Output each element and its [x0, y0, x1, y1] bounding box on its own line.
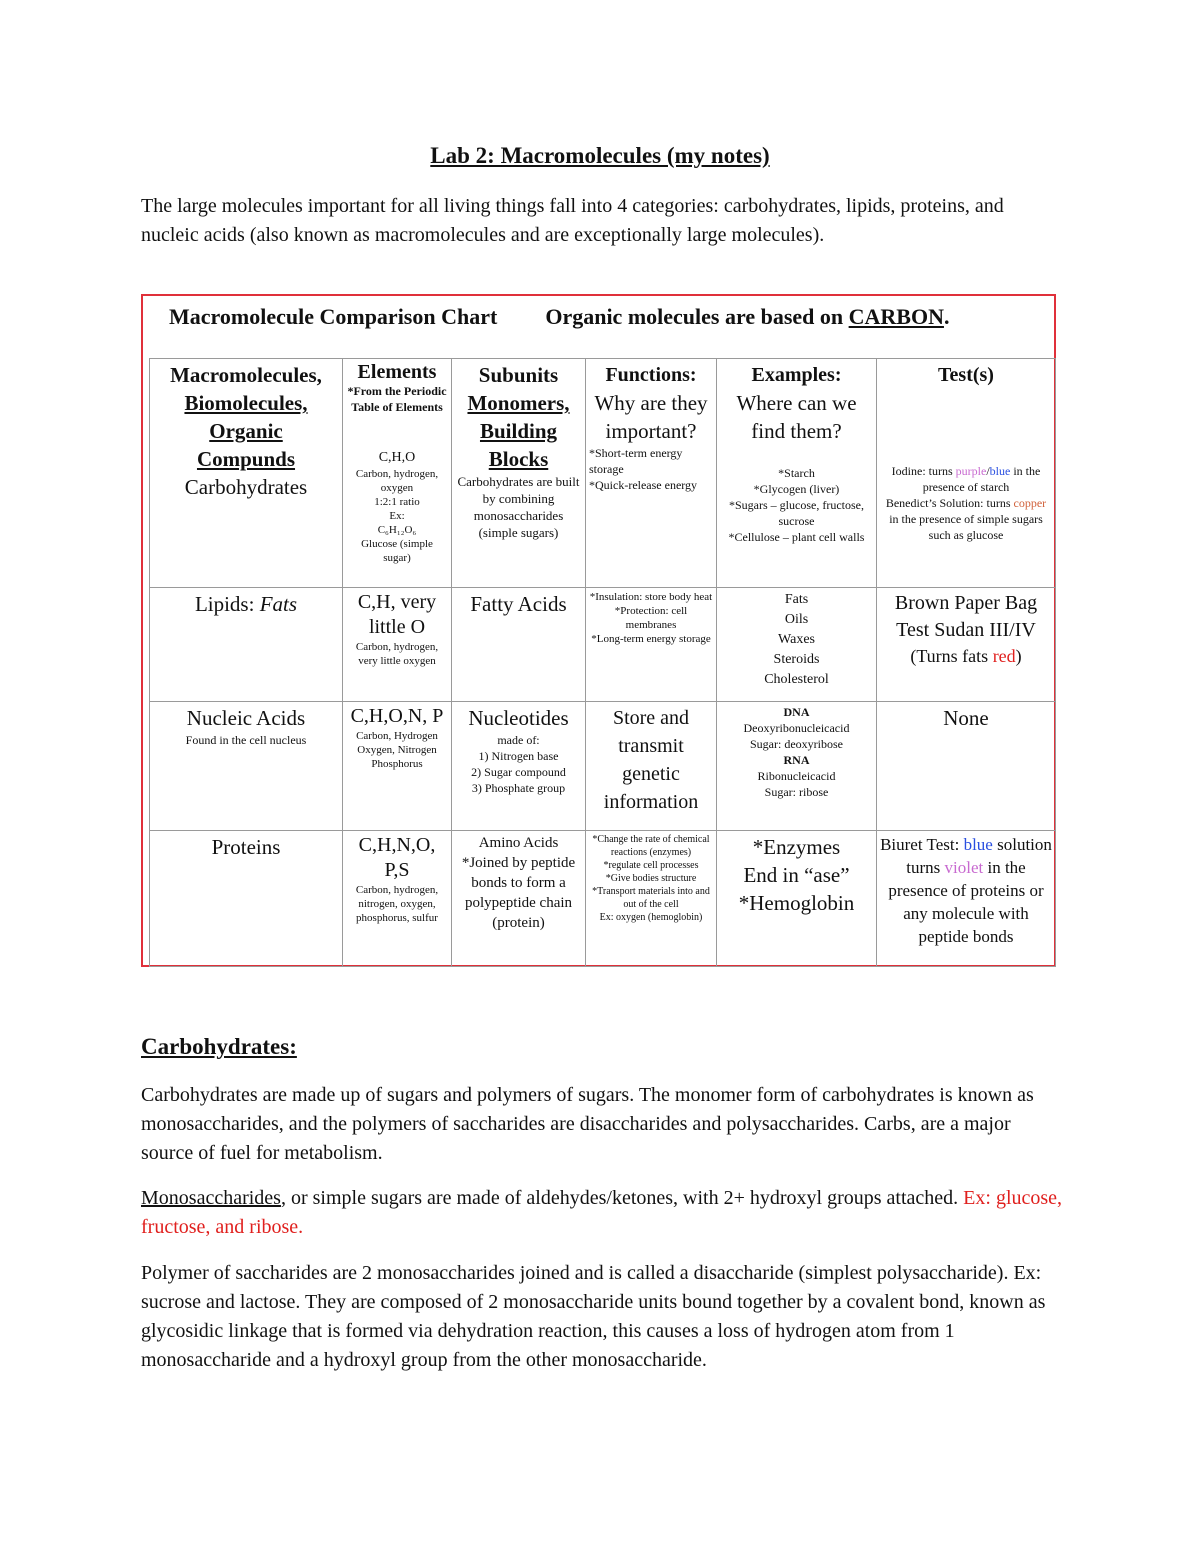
chart-subtitle-carbon: CARBON: [848, 304, 944, 329]
chart-subtitle-suffix: .: [943, 304, 950, 329]
cell-tests-proteins: [877, 831, 1056, 967]
nucleic-example-rna-full: Ribonucleicacid: [757, 769, 836, 783]
row-label-nucleic: Nucleic Acids: [186, 706, 306, 730]
nucleic-subunit-item: 3) Phosphate group: [471, 781, 566, 795]
term-monosaccharides: Monosaccharides: [141, 1187, 281, 1209]
document-title: Lab 2: Macromolecules (my notes): [430, 143, 770, 168]
comparison-chart: [141, 294, 1056, 967]
carb-test-iodine-suffix: in the presence of starch: [922, 464, 1041, 494]
nucleic-elements-main: C,H,O,N, P: [350, 705, 444, 727]
nucleic-example-dna: DNA: [783, 705, 810, 719]
intro-paragraph: The large molecules important for all living things fall into 4 categories: carbohydrates, lipids, proteins, and nucleic acids (also known as macromolecules and are exceptionally large molecules).: [141, 195, 1004, 246]
cell-functions-nucleic: [586, 702, 717, 831]
carb-elements-names: Carbon, hydrogen, oxygen: [355, 468, 439, 494]
carb-elements-main: C,H,O: [378, 450, 416, 465]
carb-test-benedict-suffix: in the presence of simple sugars such as glucose: [889, 512, 1043, 542]
carb-function-item: *Quick-release energy: [589, 478, 698, 492]
proteins-function-item: *Change the rate of chemical reactions (enzymes): [592, 834, 710, 858]
cell-tests-nucleic: [877, 702, 1056, 831]
carb-elements-formula: C₆H₁₂O₆: [377, 524, 417, 536]
cell-label-lipids: [150, 588, 343, 702]
lipids-function-item: *Insulation: store body heat: [589, 591, 713, 603]
header-examples: Examples:: [751, 364, 842, 386]
cell-functions-proteins: [586, 831, 717, 967]
carb-example-item: *Glycogen (liver): [753, 482, 840, 496]
header-tests: Test(s): [938, 364, 994, 386]
proteins-function-item: *Give bodies structure: [605, 873, 697, 884]
row-label-proteins: Proteins: [211, 835, 281, 859]
nucleic-subunit-item: 2) Sugar compound: [471, 765, 566, 779]
lipids-function-item: *Long-term energy storage: [591, 633, 711, 645]
nucleic-functions: Store and transmit genetic information: [603, 707, 699, 813]
nucleic-subunits-title: Nucleotides: [468, 706, 569, 730]
carb-elements-ex: Ex:: [389, 510, 405, 522]
lipids-example-item: Oils: [784, 612, 809, 627]
table-row-carbohydrates: [150, 359, 1056, 588]
header-compunds: Compunds: [196, 447, 296, 471]
row-label-carbohydrates: Carbohydrates: [184, 475, 308, 499]
carb-test-benedict: [880, 495, 1052, 543]
proteins-example-item: *Enzymes: [752, 835, 841, 859]
cell-elements-carbohydrates: [343, 359, 452, 588]
nucleic-example-rna: RNA: [783, 753, 810, 767]
lipids-label-prefix: Lipids:: [194, 592, 260, 616]
nucleic-example-dna-sugar: Sugar: deoxyribose: [750, 737, 843, 751]
cell-label-nucleic: [150, 702, 343, 831]
proteins-example-item: *Hemoglobin: [738, 891, 855, 915]
lipids-test-red: red: [992, 646, 1016, 666]
cell-examples-nucleic: [717, 702, 877, 831]
proteins-function-item: *regulate cell processes: [603, 860, 699, 871]
table-row-lipids: [150, 588, 1056, 702]
header-macromolecules: Macromolecules,: [170, 363, 322, 387]
cell-tests-carbohydrates: [877, 359, 1056, 588]
nucleic-subunit-item: 1) Nitrogen base: [478, 749, 559, 763]
carb-test-iodine: [880, 463, 1052, 495]
cell-functions-lipids: [586, 588, 717, 702]
chart-heading: [169, 304, 949, 330]
cell-elements-nucleic: [343, 702, 452, 831]
cell-subunits-proteins: [452, 831, 586, 967]
header-blocks: Blocks: [488, 447, 549, 471]
header-functions: Functions:: [605, 364, 697, 386]
lipids-example-item: Steroids: [773, 652, 820, 667]
cell-elements-proteins: [343, 831, 452, 967]
carb-test-copper: copper: [1013, 496, 1047, 510]
lipids-subunits: Fatty Acids: [470, 592, 567, 616]
proteins-test-violet: violet: [944, 858, 984, 877]
carbs-paragraph-2-text: , or simple sugars are made of aldehydes/ketones, with 2+ hydroxyl groups attached.: [280, 1187, 964, 1209]
nucleic-elements-names: Carbon, Hydrogen Oxygen, Nitrogen Phosphorus: [356, 730, 438, 770]
proteins-example-item: End in “ase”: [743, 863, 850, 887]
proteins-test: [880, 833, 1052, 948]
lipids-test-paren-prefix: (Turns fats: [910, 646, 993, 666]
carb-elements-glucose: Glucose (simple sugar): [361, 538, 433, 564]
proteins-function-item: *Transport materials into and out of the cell: [592, 886, 710, 910]
cell-subunits-lipids: [452, 588, 586, 702]
lipids-elements-names: Carbon, hydrogen, very little oxygen: [355, 641, 439, 667]
carb-subunits: Carbohydrates are built by combining monosaccharides (simple sugars): [457, 474, 580, 540]
carb-function-item: *Short-term energy storage: [589, 446, 683, 476]
nucleic-made-of: made of:: [497, 733, 540, 747]
nucleic-example-rna-sugar: Sugar: ribose: [764, 785, 829, 799]
chart-title: Macromolecule Comparison Chart: [169, 304, 498, 329]
carb-test-purple: purple: [955, 464, 987, 478]
lipids-example-item: Waxes: [778, 632, 815, 647]
carb-example-item: *Sugars – glucose, fructose, sucrose: [729, 498, 864, 528]
header-subunits: Subunits: [478, 363, 559, 387]
lipids-test-paren: [880, 644, 1052, 668]
carb-elements-ratio: 1:2:1 ratio: [374, 496, 420, 508]
comparison-table: [149, 358, 1056, 967]
lipids-test-main: Brown Paper Bag Test Sudan III/IV: [894, 592, 1038, 641]
proteins-test-mid: solution turns: [906, 835, 1052, 877]
monosaccharide-examples: Ex: glucose, fructose, and ribose.: [141, 1187, 1063, 1238]
lipids-label-fats: Fats: [259, 592, 298, 616]
carb-test-benedict-prefix: Benedict’s Solution: turns: [885, 496, 1014, 510]
carb-test-iodine-prefix: Iodine: turns: [891, 464, 956, 478]
chart-subtitle-prefix: Organic molecules are based on: [545, 304, 849, 329]
cell-elements-lipids: [343, 588, 452, 702]
cell-functions-carbohydrates: [586, 359, 717, 588]
header-elements-note: *From the Periodic Table of Elements: [347, 384, 447, 414]
header-building: Building: [479, 419, 558, 443]
carb-example-item: *Starch: [778, 466, 815, 480]
carbs-paragraph-2: [141, 1184, 1066, 1242]
nucleic-example-dna-full: Deoxyribonucleicacid: [743, 721, 850, 735]
lipids-function-item: *Protection: cell membranes: [614, 605, 688, 631]
carb-test-blue: blue: [989, 464, 1011, 478]
carbs-paragraph-1: Carbohydrates are made up of sugars and polymers of sugars. The monomer form of carbohydrates is known as monosaccharides, and the polymers of saccharides are disaccharides and polysaccharides. Carbs, are a major source of fuel for metabolism.: [141, 1084, 1034, 1164]
proteins-elements-names: Carbon, hydrogen, nitrogen, oxygen, phosphorus, sulfur: [355, 884, 439, 924]
cell-examples-proteins: [717, 831, 877, 967]
cell-subunits-carbohydrates: [452, 359, 586, 588]
cell-label-proteins: [150, 831, 343, 967]
carb-example-item: *Cellulose – plant cell walls: [728, 530, 865, 544]
lipids-example-item: Cholesterol: [764, 672, 829, 687]
cell-subunits-nucleic: [452, 702, 586, 831]
nucleic-sublabel: Found in the cell nucleus: [185, 733, 307, 747]
cell-examples-carbohydrates: [717, 359, 877, 588]
carbs-paragraph-3: Polymer of saccharides are 2 monosaccharides joined and is called a disaccharide (simplest polysaccharide). Ex: sucrose and lactose. They are composed of 2 monosaccharide units bound together by a covalent bond, known as glycosidic linkage that is formed via dehydration reaction, this causes a loss of hydrogen atom from 1 monosaccharide and a hydroxyl group from the other monosaccharide.: [141, 1262, 1046, 1371]
proteins-test-suffix: in the presence of proteins or any molecule with peptide bonds: [888, 858, 1044, 946]
header-monomers: Monomers,: [467, 391, 570, 415]
table-row-nucleic-acids: [150, 702, 1056, 831]
lipids-test-paren-suffix: ): [1015, 646, 1022, 666]
section-heading-carbohydrates: Carbohydrates:: [141, 1034, 297, 1059]
proteins-elements-main: C,H,N,O, P,S: [358, 834, 436, 881]
proteins-function-item: Ex: oxygen (hemoglobin): [599, 912, 703, 923]
cell-tests-lipids: [877, 588, 1056, 702]
proteins-test-blue: blue: [963, 835, 993, 854]
row-label-lipids: [153, 590, 339, 618]
lipids-example-item: Fats: [784, 592, 809, 607]
carb-test-slash: /: [986, 464, 990, 478]
lipids-elements-main: C,H, very little O: [357, 591, 437, 638]
header-elements: Elements: [357, 361, 437, 383]
nucleic-test: None: [943, 706, 989, 730]
header-biomolecules: Biomolecules,: [184, 391, 308, 415]
table-row-proteins: [150, 831, 1056, 967]
header-organic: Organic: [209, 419, 283, 443]
cell-examples-lipids: [717, 588, 877, 702]
proteins-subunits: Amino Acids *Joined by peptide bonds to form a polypeptide chain (protein): [461, 835, 576, 931]
proteins-test-prefix: Biuret Test:: [880, 835, 964, 854]
header-functions-sub: Why are they important?: [594, 391, 708, 443]
cell-macromolecule-header: [150, 359, 343, 588]
header-examples-sub: Where can we find them?: [736, 391, 857, 443]
